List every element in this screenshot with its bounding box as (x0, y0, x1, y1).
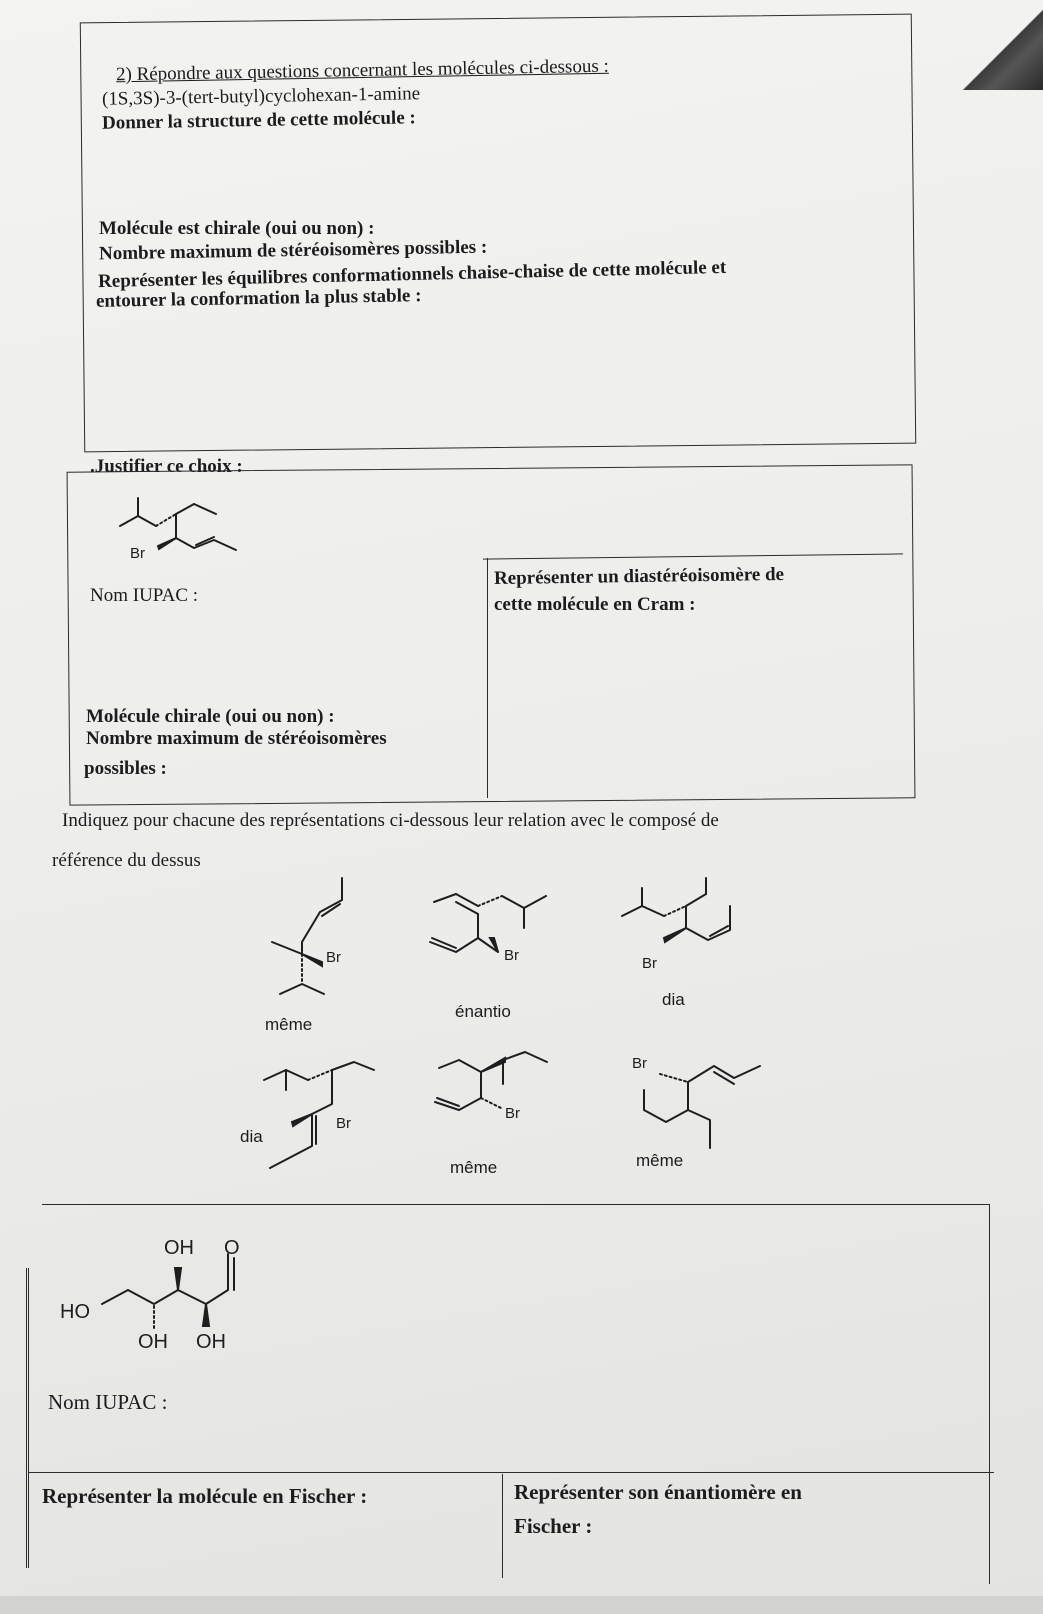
compound-name: (1S,3S)-3-(tert-butyl)cyclohexan-1-amine (101, 83, 421, 110)
br-label-4: Br (336, 1115, 351, 1132)
molecule-2 (420, 892, 620, 982)
molecule-4 (258, 1056, 408, 1186)
fischer-prompt: Représenter la molécule en Fischer : (42, 1484, 368, 1508)
iupac-label-2: Nom IUPAC : (90, 585, 199, 606)
relations-instruction-2: référence du dessus (52, 850, 201, 871)
oh-bottom-2-label: OH (196, 1331, 226, 1353)
br-label-2: Br (504, 947, 519, 964)
section2-divider-v (487, 558, 488, 798)
stereo-max-prompt-2b: possibles : (84, 758, 167, 779)
answer-3: dia (662, 990, 685, 1009)
stereo-max-prompt-2a: Nombre maximum de stéréoisomères (86, 728, 387, 749)
relations-instruction-1: Indiquez pour chacune des représentations ci-dessous leur relation avec le composé de (62, 810, 719, 831)
oh-bottom-1-label: OH (138, 1331, 168, 1353)
br-label-6: Br (632, 1055, 647, 1072)
conformation-prompt-1: Représenter les équilibres conformationnels chaise-chaise de cette molécule et (97, 256, 727, 293)
enantio-prompt-1: Représenter son énantiomère en (514, 1480, 802, 1504)
answer-2: énantio (455, 1002, 511, 1021)
answer-4: dia (240, 1127, 263, 1146)
answer-5: même (450, 1158, 498, 1177)
diastereo-prompt-2: cette molécule en Cram : (494, 594, 696, 615)
section3-divider-h (28, 1472, 994, 1473)
justify-prompt: .Justifier ce choix : (90, 456, 243, 477)
page-bottom-edge (0, 1596, 1043, 1614)
conformation-prompt-2: entourer la conformation la plus stable : (95, 285, 422, 312)
question-title: 2) Répondre aux questions concernant les molécules ci-dessous : (115, 55, 609, 86)
photo-corner-shadow (953, 0, 1043, 90)
molecule-3 (612, 876, 762, 986)
ho-label: HO (60, 1301, 90, 1323)
section3-divider-v (502, 1474, 503, 1578)
section3-left-bar (26, 1268, 29, 1568)
iupac-label-3: Nom IUPAC : (48, 1390, 168, 1414)
br-label-ref: Br (130, 545, 145, 562)
polyol-molecule (58, 1234, 278, 1364)
enantio-prompt-2: Fischer : (514, 1514, 593, 1538)
structure-prompt: Donner la structure de cette molécule : (101, 107, 416, 134)
br-label-1: Br (326, 949, 341, 966)
molecule-5 (425, 1050, 595, 1140)
molecule-1 (262, 872, 382, 1012)
o-top-label: O (224, 1237, 240, 1259)
chirality-prompt: Molécule est chirale (oui ou non) : (99, 218, 375, 239)
answer-6: même (636, 1151, 684, 1170)
br-label-3: Br (642, 955, 657, 972)
br-label-5: Br (505, 1105, 520, 1122)
oh-top-label: OH (164, 1237, 194, 1259)
stereo-max-prompt: Nombre maximum de stéréoisomères possibles : (98, 236, 488, 265)
reference-molecule (110, 500, 310, 590)
answer-1: même (265, 1015, 313, 1034)
diastereo-prompt-1: Représenter un diastéréoisomère de (493, 563, 785, 590)
chirality-prompt-2: Molécule chirale (oui ou non) : (86, 706, 335, 727)
